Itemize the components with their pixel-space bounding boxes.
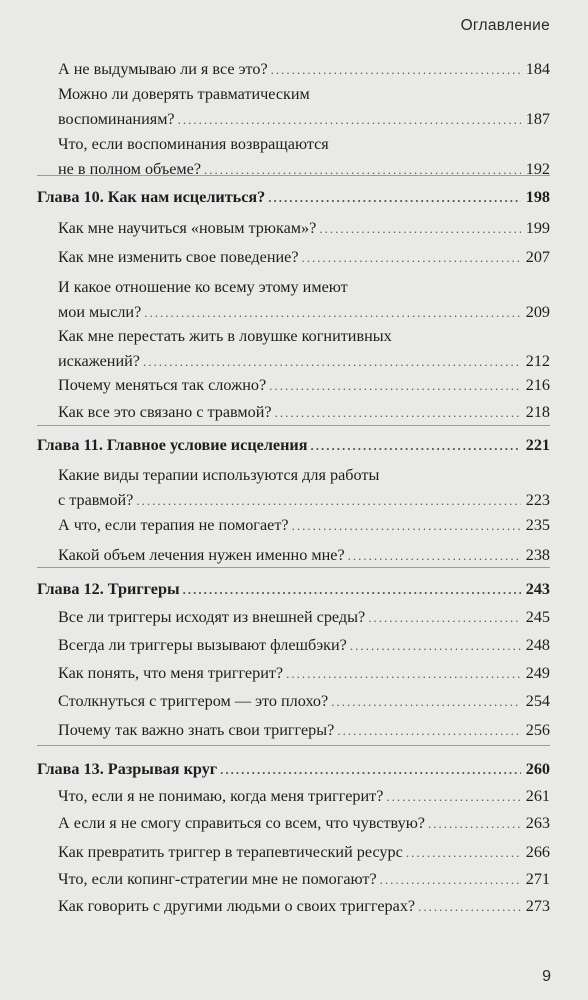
toc-entry-title: Почему так важно знать свои триггеры? <box>58 721 335 739</box>
toc-page-number: 198 <box>525 188 550 206</box>
toc-page-number: 212 <box>525 352 550 370</box>
toc-entry-title: Всегда ли триггеры вызывают флешбэки? <box>58 636 347 654</box>
toc-entry-title: Глава 10. Как нам исцелиться? <box>37 188 266 206</box>
toc-section-entry[interactable] <box>58 82 550 132</box>
dot-leader <box>418 894 521 919</box>
toc-chapter-entry[interactable] <box>37 577 550 602</box>
toc-entry-title: мои мысли? <box>58 303 142 321</box>
toc-page-number: 221 <box>525 436 550 454</box>
toc-section-entry[interactable] <box>58 463 550 513</box>
dot-leader <box>331 689 521 714</box>
toc-entry-title: Что, если я не понимаю, когда меня триггерит? <box>58 787 384 805</box>
toc-page-number: 266 <box>525 843 550 861</box>
toc-section-entry[interactable] <box>58 275 550 325</box>
toc-entry-title: Какой объем лечения нужен именно мне? <box>58 546 345 564</box>
dot-leader <box>269 373 521 398</box>
toc-entry-title: Как мне изменить свое поведение? <box>58 248 299 266</box>
toc-entry-title: Что, если копинг-стратегии мне не помогают? <box>58 870 377 888</box>
toc-page-number: 245 <box>525 608 550 626</box>
toc-page-number: 192 <box>525 160 550 178</box>
toc-page-number: 207 <box>525 248 550 266</box>
toc-entry-title: Все ли триггеры исходят из внешней среды? <box>58 608 366 626</box>
toc-entry-title: Столкнуться с триггером — это плохо? <box>58 692 329 710</box>
toc-entry-title: Глава 11. Главное условие исцеления <box>37 436 308 454</box>
toc-page-number: 209 <box>525 303 550 321</box>
toc-entry-title: Глава 13. Разрывая круг <box>37 760 218 778</box>
toc-entry-title: Как говорить с другими людьми о своих триггерах? <box>58 897 416 915</box>
dot-leader <box>286 661 521 686</box>
toc-section-entry[interactable] <box>58 57 550 82</box>
toc-entry-title: Почему меняться так сложно? <box>58 376 267 394</box>
toc-entry-title: Как понять, что меня триггерит? <box>58 664 284 682</box>
toc-entry-title: Какие виды терапии используются для работы <box>58 466 380 484</box>
toc-page-number: 273 <box>525 897 550 915</box>
toc-page-number: 187 <box>525 110 550 128</box>
dot-leader <box>350 633 521 658</box>
toc-entry-title: Как мне перестать жить в ловушке когнитивных <box>58 327 392 345</box>
dot-leader <box>271 57 521 82</box>
dot-leader <box>380 867 521 892</box>
dot-leader <box>178 107 521 132</box>
toc-section-entry[interactable] <box>58 543 550 568</box>
toc-section-entry[interactable] <box>58 373 550 398</box>
dot-leader <box>144 300 520 325</box>
toc-page-number: 218 <box>525 403 550 421</box>
toc-page-number: 235 <box>525 516 550 534</box>
toc-entry-title: А что, если терапия не помогает? <box>58 516 289 534</box>
toc-entry-title: А если я не смогу справиться со всем, что чувствую? <box>58 814 425 832</box>
toc-page-number: 248 <box>525 636 550 654</box>
toc-chapter-entry[interactable] <box>37 185 550 210</box>
toc-section-entry[interactable] <box>58 894 550 919</box>
dot-leader <box>406 840 521 865</box>
toc-entry-title: А не выдумываю ли я все это? <box>58 60 268 78</box>
toc-entry-title: Как мне научиться «новым трюкам»? <box>58 219 317 237</box>
dot-leader <box>204 157 521 182</box>
dot-leader <box>348 543 521 568</box>
dot-leader <box>337 718 520 743</box>
toc-entry-title: воспоминаниям? <box>58 110 175 128</box>
dot-leader <box>292 513 521 538</box>
running-header: Оглавление <box>460 17 550 34</box>
chapter-divider <box>37 425 550 426</box>
toc-page-number: 249 <box>525 664 550 682</box>
toc-section-entry[interactable] <box>58 605 550 630</box>
toc-section-entry[interactable] <box>58 689 550 714</box>
toc-entry-title: Как все это связано с травмой? <box>58 403 272 421</box>
dot-leader <box>302 245 521 270</box>
toc-page-number: 263 <box>525 814 550 832</box>
toc-section-entry[interactable] <box>58 661 550 686</box>
toc-page-number: 238 <box>525 546 550 564</box>
toc-entry-title: искажений? <box>58 352 140 370</box>
toc-page-number: 256 <box>525 721 550 739</box>
dot-leader <box>136 488 520 513</box>
toc-section-entry[interactable] <box>58 633 550 658</box>
toc-section-entry[interactable] <box>58 840 550 865</box>
dot-leader <box>319 216 520 241</box>
toc-entry-title: И какое отношение ко всему этому имеют <box>58 278 348 296</box>
toc-page-number: 184 <box>525 60 550 78</box>
toc-entry-title: не в полном объеме? <box>58 160 202 178</box>
toc-section-entry[interactable] <box>58 324 550 374</box>
dot-leader <box>428 811 521 836</box>
toc-section-entry[interactable] <box>58 784 550 809</box>
toc-page-number: 243 <box>525 580 550 598</box>
toc-page-number: 254 <box>525 692 550 710</box>
toc-page-number: 199 <box>525 219 550 237</box>
dot-leader <box>220 757 521 782</box>
dot-leader <box>183 577 521 602</box>
toc-section-entry[interactable] <box>58 400 550 425</box>
toc-entry-title: Глава 12. Триггеры <box>37 580 180 598</box>
toc-section-entry[interactable] <box>58 867 550 892</box>
dot-leader <box>143 349 521 374</box>
toc-entry-title: Можно ли доверять травматическим <box>58 85 310 103</box>
dot-leader <box>275 400 521 425</box>
toc-section-entry[interactable] <box>58 132 550 182</box>
toc-page-number: 223 <box>525 491 550 509</box>
dot-leader <box>268 185 520 210</box>
toc-section-entry[interactable] <box>58 811 550 836</box>
toc-entry-title: с травмой? <box>58 491 134 509</box>
dot-leader <box>311 433 521 458</box>
toc-page-number: 216 <box>525 376 550 394</box>
toc-section-entry[interactable] <box>58 718 550 743</box>
toc-section-entry[interactable] <box>58 513 550 538</box>
toc-chapter-entry[interactable] <box>37 757 550 782</box>
toc-page-number: 271 <box>525 870 550 888</box>
toc-page-number: 261 <box>525 787 550 805</box>
dot-leader <box>386 784 520 809</box>
chapter-divider <box>37 745 550 746</box>
toc-chapter-entry[interactable] <box>37 433 550 458</box>
toc-entry-title: Как превратить триггер в терапевтический ресурс <box>58 843 403 861</box>
toc-section-entry[interactable] <box>58 245 550 270</box>
toc-page-number: 260 <box>525 760 550 778</box>
page-number: 9 <box>542 968 551 985</box>
toc-section-entry[interactable] <box>58 216 550 241</box>
dot-leader <box>368 605 521 630</box>
toc-entry-title: Что, если воспоминания возвращаются <box>58 135 329 153</box>
